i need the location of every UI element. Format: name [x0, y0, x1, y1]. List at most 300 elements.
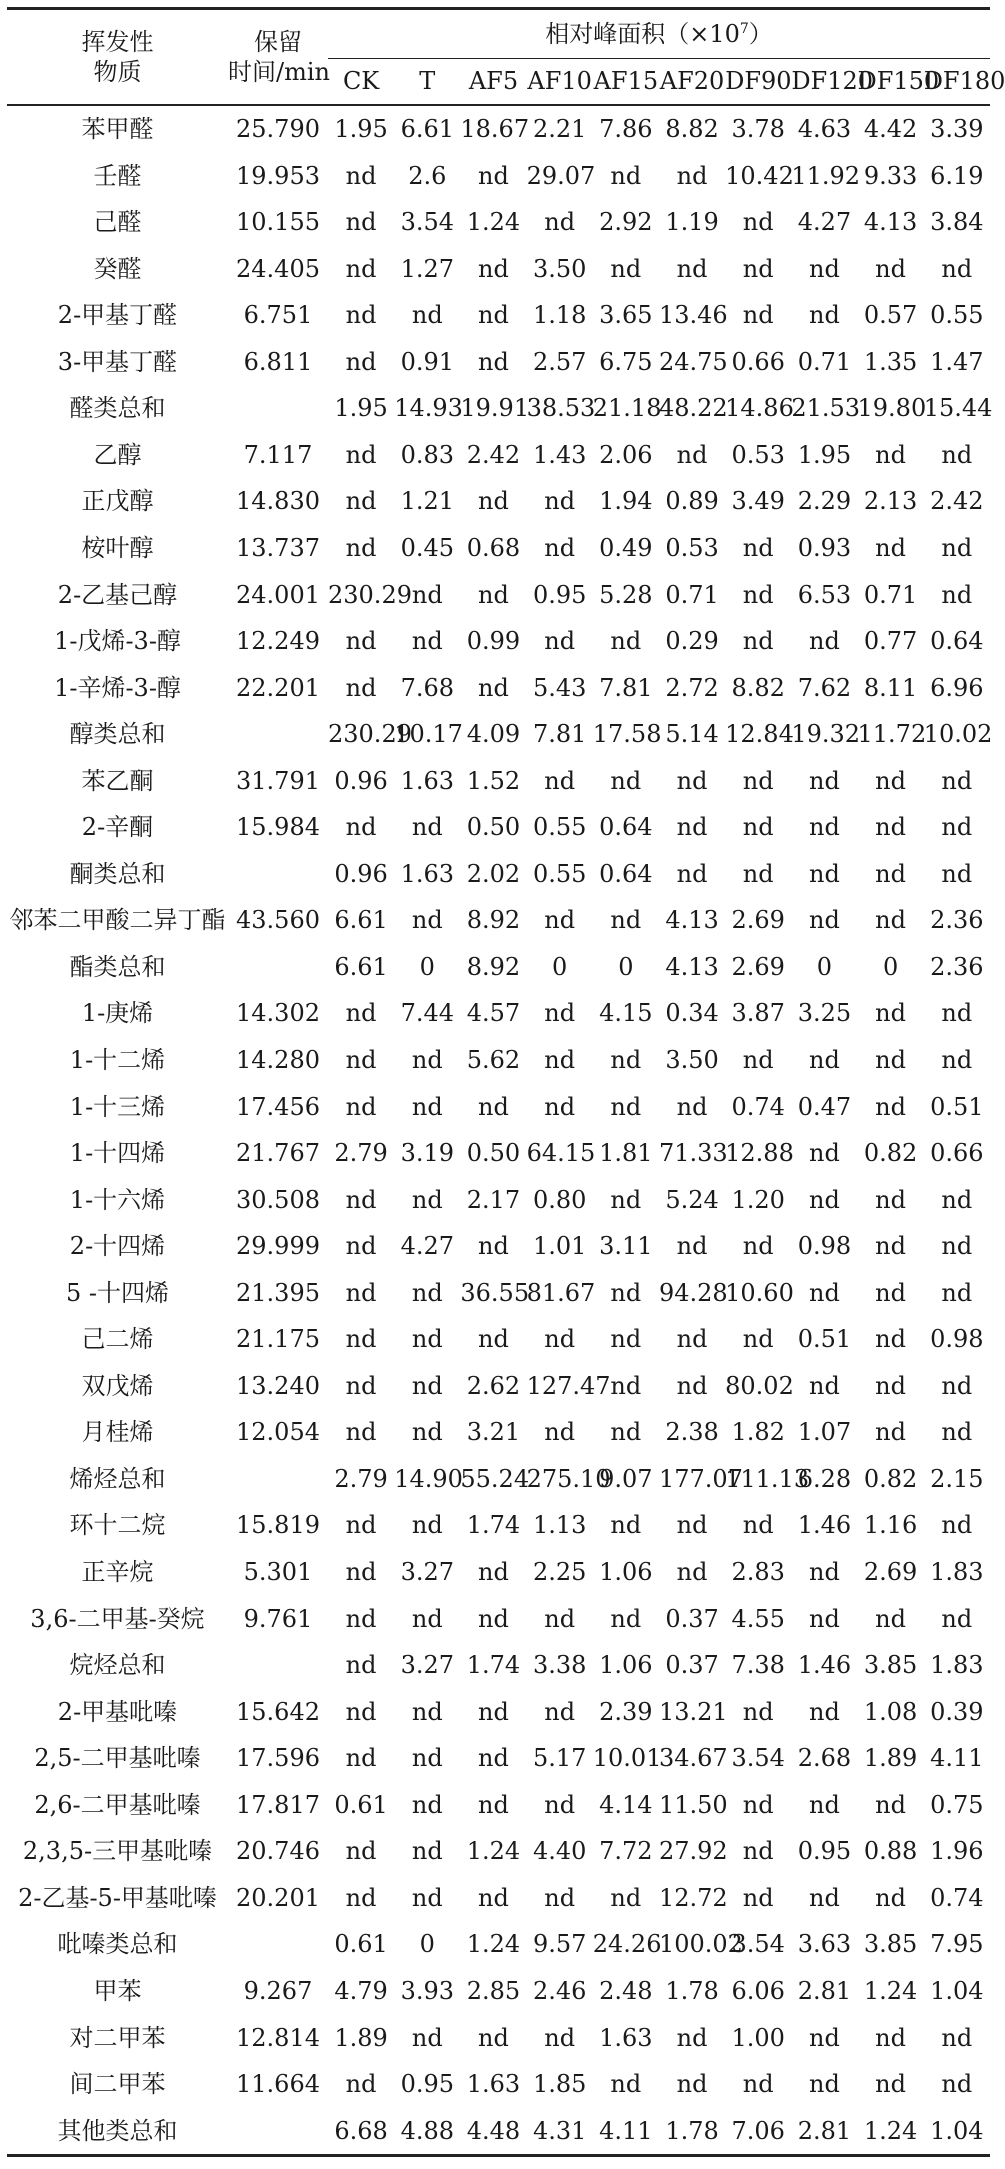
table-row [7, 851, 990, 898]
peak-area-cell: 10.42 [725, 161, 794, 190]
peak-area-cell: 0.45 [400, 534, 454, 562]
peak-area-cell: 6.75 [599, 347, 653, 376]
header-relative-peak-area [328, 9, 990, 59]
retention-time: 17.817 [236, 1790, 320, 1819]
retention-time: 9.761 [243, 1604, 313, 1633]
peak-area-cell: nd [478, 2023, 509, 2052]
peak-area-cell: 1.95 [334, 115, 388, 144]
peak-area-cell: 2.38 [665, 1418, 719, 1447]
peak-area-cell: nd [478, 301, 509, 330]
peak-area-cell: 17.58 [592, 720, 662, 749]
peak-area-cell: nd [345, 440, 377, 469]
peak-area-cell: 0.82 [863, 1464, 918, 1493]
peak-area-cell: nd [875, 534, 906, 562]
peak-area-cell: nd [676, 766, 708, 795]
peak-area-cell: nd [544, 487, 576, 516]
header-compound-line1: 挥发性 [81, 28, 154, 56]
retention-time [228, 385, 328, 432]
compound-name: 醇类总和 [69, 720, 166, 749]
compound-name: 其他类总和 [57, 2116, 178, 2145]
compound-name: 2-甲基丁醛 [57, 301, 178, 330]
peak-area-cell: 1.00 [731, 2023, 785, 2052]
table-row [7, 1828, 990, 1875]
peak-area-cell: nd [941, 580, 973, 609]
peak-area-cell: nd [610, 627, 642, 656]
compound-name: 月桂烯 [81, 1418, 154, 1447]
retention-time: 17.456 [236, 1092, 320, 1121]
peak-area-cell: 0.66 [731, 347, 785, 376]
compound-name: 2-乙基己醇 [57, 580, 178, 609]
compound-name: 双戊烯 [81, 1371, 154, 1400]
peak-area-cell: nd [676, 254, 708, 283]
table-row [7, 292, 990, 339]
sample-header: DF150 [857, 67, 940, 96]
peak-area-cell: 2.46 [532, 1976, 587, 2005]
peak-area-cell: 1.63 [599, 2023, 653, 2052]
peak-area-cell: nd [742, 534, 774, 562]
peak-area-cell: 8.82 [665, 115, 719, 144]
peak-area-cell: 3.85 [863, 1930, 918, 1959]
peak-area-cell: 6.61 [400, 115, 454, 144]
peak-area-cell: 7.68 [400, 673, 454, 702]
retention-time: 21.175 [236, 1325, 320, 1354]
peak-area-cell: 6.61 [334, 952, 388, 981]
peak-area-cell: nd [345, 1418, 377, 1447]
peak-area-cell: nd [411, 1744, 443, 1773]
peak-area-cell: 3.65 [599, 301, 653, 330]
peak-area-cell: 7.38 [731, 1651, 785, 1680]
peak-area-cell: 3.38 [532, 1651, 587, 1680]
peak-area-cell: 19.91 [460, 394, 530, 423]
peak-area-cell: 0.55 [532, 859, 587, 888]
peak-area-cell: 15.44 [923, 394, 993, 423]
peak-area-cell: 2.36 [930, 952, 984, 981]
peak-area-cell: 1.46 [797, 1511, 852, 1540]
peak-area-cell: 13.46 [658, 301, 728, 330]
retention-time: 30.508 [236, 1185, 320, 1214]
peak-area-cell: 0.61 [334, 1790, 388, 1819]
peak-area-cell: 7.62 [797, 673, 852, 702]
peak-area-cell: 0 [618, 952, 634, 981]
header-rt-line2: 时间/min [228, 58, 330, 86]
peak-area-cell: nd [742, 254, 774, 283]
compound-name: 2-辛酮 [81, 813, 154, 842]
peak-area-cell: nd [411, 1092, 443, 1121]
peak-area-cell: nd [808, 1558, 840, 1587]
compound-name: 吡嗪类总和 [57, 1930, 178, 1959]
peak-area-cell: 2.02 [466, 859, 521, 888]
peak-area-cell: 0.77 [863, 627, 918, 656]
sample-header: DF180 [923, 67, 1005, 96]
peak-area-cell: nd [676, 1558, 708, 1587]
peak-area-cell: 1.78 [665, 1976, 719, 2005]
retention-time: 24.405 [236, 254, 320, 283]
peak-area-cell: nd [345, 1604, 377, 1633]
peak-area-cell: 0.98 [797, 1232, 852, 1261]
compound-name: 烷烃总和 [69, 1651, 166, 1680]
table-row [7, 525, 990, 572]
peak-area-cell: nd [544, 1697, 576, 1726]
peak-area-cell: 6.06 [731, 1976, 785, 2005]
peak-area-cell: nd [742, 1511, 774, 1540]
sample-header: T [419, 67, 436, 96]
peak-area-cell: nd [610, 766, 642, 795]
peak-area-cell: nd [875, 1371, 906, 1400]
peak-area-cell: 2.69 [863, 1558, 918, 1587]
peak-area-cell: 1.81 [599, 1139, 653, 1168]
retention-time: 9.267 [243, 1976, 313, 2005]
retention-time: 12.814 [236, 2023, 320, 2052]
peak-area-cell: nd [411, 1371, 443, 1400]
peak-area-cell: 1.18 [532, 301, 587, 330]
peak-area-cell: 3.54 [400, 208, 454, 237]
peak-area-cell: 0.93 [797, 534, 852, 562]
peak-area-cell: 4.40 [532, 1837, 587, 1866]
peak-area-cell: 4.79 [334, 1976, 388, 2005]
peak-area-cell: 5.43 [532, 673, 587, 702]
peak-area-cell: 1.13 [532, 1511, 587, 1540]
peak-area-cell: 3.27 [400, 1558, 454, 1587]
peak-area-cell: 4.42 [863, 115, 918, 144]
peak-area-cell: 0 [552, 952, 568, 981]
peak-area-cell: nd [875, 906, 906, 935]
peak-area-cell: nd [345, 1558, 377, 1587]
peak-area-cell: 4.31 [532, 2116, 587, 2145]
peak-area-cell: nd [411, 301, 443, 330]
peak-area-cell: nd [411, 580, 443, 609]
peak-area-cell: 0.82 [863, 1139, 918, 1168]
peak-area-cell: 0.68 [466, 534, 521, 562]
peak-area-cell: 0 [816, 952, 833, 981]
compound-name: 酯类总和 [69, 952, 166, 981]
peak-area-cell: 1.74 [466, 1651, 521, 1680]
retention-time: 10.155 [236, 208, 320, 237]
table-row [7, 897, 990, 944]
peak-area-cell: nd [875, 440, 906, 469]
peak-area-cell: 0.95 [797, 1837, 852, 1866]
compound-name: 5 -十四烯 [65, 1278, 169, 1307]
peak-area-cell: nd [676, 2023, 708, 2052]
peak-area-cell: 0.80 [532, 1185, 587, 1214]
table-row [7, 246, 990, 293]
peak-area-cell: 0.53 [731, 440, 785, 469]
retention-time: 6.751 [243, 301, 313, 330]
peak-area-cell: nd [478, 1604, 509, 1633]
retention-time [228, 851, 328, 898]
table-row [7, 944, 990, 991]
peak-area-cell: 0.88 [863, 1837, 918, 1866]
retention-time [228, 711, 328, 758]
peak-area-cell: nd [941, 1046, 973, 1075]
peak-area-cell: 2.36 [930, 906, 984, 935]
peak-area-cell: 0.55 [930, 301, 984, 330]
peak-area-cell: 3.21 [466, 1418, 521, 1447]
peak-area-cell: 2.39 [599, 1697, 653, 1726]
compound-name: 壬醛 [93, 161, 142, 190]
peak-area-cell: 7.44 [400, 999, 454, 1028]
peak-area-cell: nd [610, 1883, 642, 1912]
peak-area-cell: 4.13 [665, 952, 719, 981]
peak-area-cell: nd [610, 161, 642, 190]
peak-area-cell: nd [808, 906, 840, 935]
peak-area-cell: 7.81 [532, 720, 587, 749]
peak-area-cell: 7.72 [599, 1837, 653, 1866]
table-row [7, 1316, 990, 1363]
peak-area-cell: 0 [419, 952, 435, 981]
peak-area-cell: 2.15 [930, 1464, 984, 1493]
peak-area-cell: 0.99 [466, 627, 521, 656]
peak-area-cell: nd [875, 1790, 906, 1819]
peak-area-cell: nd [610, 1604, 642, 1633]
peak-area-cell: nd [808, 859, 840, 888]
peak-area-cell: nd [941, 859, 973, 888]
peak-area-cell: 0.51 [930, 1092, 984, 1121]
peak-area-cell: 6.61 [334, 906, 388, 935]
retention-time: 6.811 [243, 347, 313, 376]
peak-area-cell: 0.39 [930, 1697, 984, 1726]
peak-area-cell: nd [808, 1139, 840, 1168]
table-row [7, 1037, 990, 1084]
peak-area-cell: 14.93 [394, 394, 463, 423]
peak-area-cell: 55.24 [460, 1464, 530, 1493]
peak-area-cell: 1.24 [863, 1976, 918, 2005]
peak-area-cell: 1.47 [930, 347, 984, 376]
sample-header: DF90 [725, 67, 792, 96]
peak-area-cell: nd [808, 1883, 840, 1912]
retention-time: 15.984 [236, 813, 320, 842]
peak-area-cell: 0.71 [863, 580, 918, 609]
peak-area-cell: nd [875, 1232, 906, 1261]
peak-area-cell: 1.82 [731, 1418, 785, 1447]
peak-area-cell: 4.88 [400, 2116, 454, 2145]
compound-name: 1-十六烯 [69, 1185, 166, 1214]
table-row [7, 1177, 990, 1224]
table-row [7, 1968, 990, 2015]
peak-area-cell: 10.02 [923, 720, 993, 749]
peak-area-cell: nd [875, 1883, 906, 1912]
peak-area-cell: 2.21 [532, 115, 587, 144]
peak-area-cell: nd [875, 999, 906, 1028]
peak-area-cell: 2.62 [466, 1371, 521, 1400]
retention-time: 17.596 [236, 1744, 320, 1773]
peak-area-cell: nd [676, 161, 708, 190]
retention-time: 21.395 [236, 1278, 320, 1307]
retention-time [228, 2108, 328, 2156]
compound-name: 3,6-二甲基-癸烷 [30, 1604, 205, 1633]
peak-area-cell: 4.55 [731, 1604, 785, 1633]
peak-area-cell: nd [808, 1278, 840, 1307]
peak-area-cell: 1.04 [930, 2116, 984, 2145]
peak-area-cell: nd [808, 813, 840, 842]
peak-area-cell: nd [345, 1744, 377, 1773]
peak-area-cell: 1.46 [797, 1651, 852, 1680]
table-row [7, 571, 990, 618]
peak-area-cell: nd [411, 1278, 443, 1307]
peak-area-cell: 0.95 [532, 580, 587, 609]
peak-area-cell: nd [941, 1511, 973, 1540]
peak-area-cell: 71.33 [658, 1139, 728, 1168]
compound-name: 甲苯 [93, 1976, 142, 2005]
table-row [7, 2108, 990, 2156]
peak-area-cell: nd [808, 627, 840, 656]
compound-name: 2,3,5-三甲基吡嗪 [22, 1837, 213, 1866]
peak-area-cell: nd [875, 2023, 906, 2052]
peak-area-cell: nd [345, 1046, 377, 1075]
peak-area-cell: nd [808, 2070, 840, 2099]
peak-area-cell: nd [941, 1185, 973, 1214]
table-row [7, 1502, 990, 1549]
retention-time: 43.560 [236, 906, 320, 935]
peak-area-cell: 0.95 [400, 2070, 454, 2099]
table-row [7, 478, 990, 525]
retention-time: 19.953 [236, 161, 320, 190]
peak-area-cell: nd [941, 2070, 973, 2099]
table-body [7, 105, 993, 2156]
peak-area-cell: nd [478, 161, 509, 190]
peak-area-cell: nd [676, 1232, 708, 1261]
table-row [7, 618, 990, 665]
peak-area-cell: nd [478, 1325, 509, 1354]
peak-area-cell: 0.71 [665, 580, 719, 609]
peak-area-cell: nd [676, 1511, 708, 1540]
peak-area-cell: 1.21 [400, 487, 454, 516]
peak-area-cell: 94.28 [658, 1278, 728, 1307]
peak-area-cell: 3.54 [731, 1930, 785, 1959]
peak-area-cell: 3.11 [599, 1232, 653, 1261]
peak-area-cell: 11.72 [857, 720, 927, 749]
peak-area-cell: 177.07 [658, 1464, 743, 1493]
peak-area-cell: 27.92 [658, 1837, 728, 1866]
peak-area-cell: 12.88 [725, 1139, 794, 1168]
peak-area-cell: 1.01 [532, 1232, 587, 1261]
peak-area-cell: 9.33 [863, 161, 918, 190]
peak-area-cell: nd [676, 1325, 708, 1354]
peak-area-cell: 3.54 [731, 1744, 785, 1773]
compound-name: 2,6-二甲基吡嗪 [34, 1790, 201, 1819]
peak-area-cell: 1.63 [400, 859, 454, 888]
peak-area-cell: nd [610, 1325, 642, 1354]
peak-area-cell: 0 [419, 1930, 435, 1959]
compound-name: 醛类总和 [69, 394, 166, 423]
peak-area-cell: nd [478, 1744, 509, 1773]
peak-area-cell: nd [544, 999, 576, 1028]
peak-area-cell: nd [544, 906, 576, 935]
peak-area-cell: 6.28 [797, 1464, 852, 1493]
peak-area-cell: nd [478, 254, 509, 283]
peak-area-cell: 2.42 [466, 440, 521, 469]
peak-area-cell: nd [742, 208, 774, 237]
peak-area-cell: nd [345, 2070, 377, 2099]
peak-area-cell: nd [808, 2023, 840, 2052]
peak-area-cell: 0.75 [930, 1790, 984, 1819]
peak-area-cell: nd [742, 813, 774, 842]
peak-area-cell: 4.11 [930, 1744, 984, 1773]
peak-area-cell: 2.83 [731, 1558, 785, 1587]
table-row [7, 1921, 990, 1968]
peak-area-cell: 0.83 [400, 440, 454, 469]
table-row [7, 1223, 990, 1270]
peak-area-cell: 3.25 [797, 999, 852, 1028]
peak-area-cell: 230.29 [328, 720, 412, 749]
peak-area-cell: 11.50 [658, 1790, 728, 1819]
retention-time: 20.201 [236, 1883, 320, 1912]
peak-area-cell: 1.83 [930, 1558, 984, 1587]
peak-area-cell: nd [544, 1046, 576, 1075]
peak-area-cell: nd [478, 1558, 509, 1587]
header-retention-time [228, 9, 328, 106]
peak-area-cell: 6.96 [930, 673, 984, 702]
peak-area-cell: 3.50 [665, 1046, 719, 1075]
peak-area-cell: 6.53 [797, 580, 852, 609]
peak-area-cell: nd [610, 254, 642, 283]
peak-area-cell: 4.15 [599, 999, 653, 1028]
peak-area-cell: nd [345, 1092, 377, 1121]
peak-area-cell: 3.19 [400, 1139, 454, 1168]
table-row [7, 711, 990, 758]
peak-area-cell: 1.95 [797, 440, 852, 469]
peak-area-cell: 48.22 [658, 394, 728, 423]
peak-area-cell: nd [411, 1604, 443, 1633]
peak-area-cell: 0.64 [930, 627, 984, 656]
peak-area-cell: 0.98 [930, 1325, 984, 1354]
peak-area-cell: nd [610, 1418, 642, 1447]
compound-name: 2-乙基-5-甲基吡嗪 [18, 1883, 217, 1912]
compound-name: 邻苯二甲酸二异丁酯 [9, 906, 226, 935]
peak-area-cell: 1.27 [400, 254, 454, 283]
peak-area-cell: nd [742, 1046, 774, 1075]
compound-name: 正戊醇 [81, 487, 154, 516]
table-row [7, 1456, 990, 1503]
retention-time: 31.791 [236, 766, 320, 795]
peak-area-cell: nd [411, 1697, 443, 1726]
table-row [7, 1363, 990, 1410]
peak-area-cell: 0.64 [599, 813, 653, 842]
peak-area-cell: nd [544, 1418, 576, 1447]
table-row [7, 385, 990, 432]
table-row [7, 1130, 990, 1177]
peak-area-cell: nd [478, 673, 509, 702]
peak-area-cell: 5.14 [665, 720, 719, 749]
peak-area-cell: nd [875, 1185, 906, 1214]
compound-name: 1-庚烯 [81, 999, 154, 1028]
peak-area-cell: nd [478, 347, 509, 376]
peak-area-cell: 1.16 [863, 1511, 918, 1540]
peak-area-cell: nd [345, 1185, 377, 1214]
retention-time: 12.054 [236, 1418, 320, 1447]
sample-header: AF15 [593, 67, 659, 96]
peak-area-cell: 2.48 [599, 1976, 653, 2005]
peak-area-cell: 8.82 [731, 673, 785, 702]
peak-area-cell: 24.26 [592, 1930, 662, 1959]
peak-area-cell: 0.47 [797, 1092, 852, 1121]
peak-area-cell: nd [610, 906, 642, 935]
peak-area-cell: 18.67 [460, 115, 530, 144]
peak-area-cell: 34.67 [658, 1744, 728, 1773]
peak-area-cell: nd [478, 487, 509, 516]
peak-area-cell: nd [610, 2070, 642, 2099]
peak-area-cell: nd [411, 2023, 443, 2052]
peak-area-cell: nd [941, 1604, 973, 1633]
peak-area-cell: nd [941, 999, 973, 1028]
peak-area-cell: nd [411, 1325, 443, 1354]
peak-area-cell: 80.02 [725, 1371, 794, 1400]
group-title-prefix: 相对峰面积（×10 [545, 19, 740, 48]
peak-area-cell: nd [941, 440, 973, 469]
peak-area-cell: 38.53 [526, 394, 596, 423]
peak-area-cell: nd [742, 1837, 774, 1866]
peak-area-cell: 1.63 [466, 2070, 521, 2099]
peak-area-cell: 0.37 [665, 1651, 719, 1680]
